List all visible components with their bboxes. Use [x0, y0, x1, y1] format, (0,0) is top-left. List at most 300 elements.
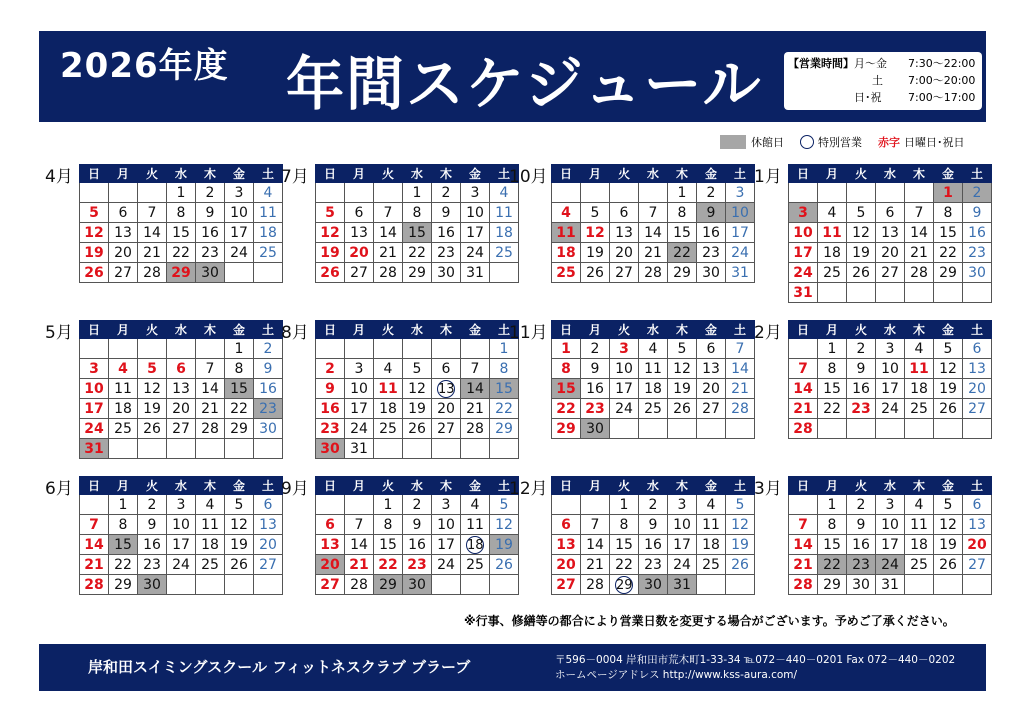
day-cell: 21: [639, 243, 668, 263]
day-cell: [225, 439, 254, 459]
day-cell: 6: [167, 359, 196, 379]
day-cell: [490, 263, 519, 283]
day-cell: 25: [552, 263, 581, 283]
day-cell: [847, 183, 876, 203]
day-cell: [818, 283, 847, 303]
day-cell: 16: [316, 399, 345, 419]
day-cell: 22: [109, 555, 138, 575]
day-cell: 12: [225, 515, 254, 535]
day-cell: [345, 495, 374, 515]
day-cell: 23: [847, 399, 876, 419]
day-cell: 18: [109, 399, 138, 419]
month-label: 12月: [509, 479, 548, 499]
weekday-header: 木: [668, 165, 697, 183]
day-cell: 24: [668, 555, 697, 575]
day-cell: 15: [403, 223, 432, 243]
month-label: 7月: [281, 167, 309, 187]
weekday-header: 土: [254, 477, 283, 495]
day-cell: 3: [876, 495, 905, 515]
month-calendar: [79, 320, 283, 459]
day-cell: 26: [138, 419, 167, 439]
day-cell: 10: [789, 223, 818, 243]
day-cell: 3: [167, 495, 196, 515]
weekday-header: 月: [581, 477, 610, 495]
weekday-header: 土: [490, 165, 519, 183]
weekday-header: 月: [345, 165, 374, 183]
day-cell: 18: [905, 379, 934, 399]
day-cell: 17: [167, 535, 196, 555]
notice-text: ※行事、修繕等の都合により営業日数を変更する場合がございます。予めご了承ください。: [464, 614, 955, 628]
day-cell: 4: [552, 203, 581, 223]
day-cell: 30: [403, 575, 432, 595]
day-cell: 4: [639, 339, 668, 359]
weekday-header: 木: [432, 477, 461, 495]
weekday-header: 日: [789, 477, 818, 495]
day-cell: 28: [461, 419, 490, 439]
day-cell: 5: [80, 203, 109, 223]
day-cell: 26: [847, 263, 876, 283]
day-cell: [461, 535, 490, 555]
day-cell: 26: [668, 399, 697, 419]
day-cell: 30: [963, 263, 992, 283]
day-cell: 11: [905, 359, 934, 379]
day-cell: 9: [639, 515, 668, 535]
day-cell: 7: [80, 515, 109, 535]
day-cell: [403, 439, 432, 459]
day-cell: [254, 439, 283, 459]
day-cell: 13: [254, 515, 283, 535]
day-cell: 14: [789, 379, 818, 399]
day-cell: 26: [316, 263, 345, 283]
weekday-header: 水: [403, 477, 432, 495]
day-cell: 22: [818, 555, 847, 575]
day-cell: 19: [581, 243, 610, 263]
day-cell: 19: [934, 535, 963, 555]
day-cell: 11: [196, 515, 225, 535]
day-cell: 24: [876, 399, 905, 419]
weekday-header: 金: [225, 165, 254, 183]
day-cell: 3: [876, 339, 905, 359]
weekday-header: 月: [818, 321, 847, 339]
day-cell: 23: [403, 555, 432, 575]
weekday-header: 金: [934, 477, 963, 495]
weekday-header: 木: [196, 477, 225, 495]
day-cell: 21: [905, 243, 934, 263]
weekday-header: 日: [789, 165, 818, 183]
day-cell: 28: [726, 399, 755, 419]
day-cell: [109, 339, 138, 359]
day-cell: [316, 183, 345, 203]
day-cell: 7: [905, 203, 934, 223]
day-cell: 22: [167, 243, 196, 263]
day-cell: 18: [905, 535, 934, 555]
day-cell: 25: [490, 243, 519, 263]
day-cell: 14: [345, 535, 374, 555]
day-cell: 27: [254, 555, 283, 575]
weekday-header: 火: [138, 321, 167, 339]
day-cell: 14: [789, 535, 818, 555]
weekday-header: 月: [109, 165, 138, 183]
month-calendar: [788, 164, 992, 303]
weekday-header: 金: [697, 165, 726, 183]
day-cell: 22: [374, 555, 403, 575]
day-cell: 26: [225, 555, 254, 575]
day-cell: 22: [225, 399, 254, 419]
day-cell: 2: [138, 495, 167, 515]
day-cell: 26: [581, 263, 610, 283]
day-cell: 6: [345, 203, 374, 223]
day-cell: 30: [316, 439, 345, 459]
day-cell: 10: [876, 515, 905, 535]
day-cell: [316, 339, 345, 359]
day-cell: 23: [138, 555, 167, 575]
day-cell: 21: [726, 379, 755, 399]
day-cell: 15: [109, 535, 138, 555]
day-cell: 2: [697, 183, 726, 203]
day-cell: [432, 339, 461, 359]
day-cell: [138, 439, 167, 459]
weekday-header: 水: [167, 321, 196, 339]
day-cell: 18: [639, 379, 668, 399]
day-cell: 22: [552, 399, 581, 419]
day-cell: 4: [254, 183, 283, 203]
day-cell: 20: [254, 535, 283, 555]
day-cell: [254, 263, 283, 283]
day-cell: 6: [432, 359, 461, 379]
day-cell: 12: [403, 379, 432, 399]
day-cell: 2: [847, 339, 876, 359]
day-cell: 15: [225, 379, 254, 399]
weekday-header: 土: [726, 321, 755, 339]
weekday-header: 金: [225, 477, 254, 495]
day-cell: 3: [789, 203, 818, 223]
day-cell: 30: [847, 575, 876, 595]
day-cell: 3: [610, 339, 639, 359]
legend-special-label: 特別営業: [818, 136, 862, 149]
day-cell: 8: [109, 515, 138, 535]
day-cell: 9: [138, 515, 167, 535]
weekday-header: 日: [316, 321, 345, 339]
legend-red-label: 赤字: [878, 136, 900, 149]
weekday-header: 水: [167, 477, 196, 495]
day-cell: 24: [345, 419, 374, 439]
day-cell: 1: [552, 339, 581, 359]
day-cell: [432, 575, 461, 595]
day-cell: 1: [818, 495, 847, 515]
day-cell: 17: [80, 399, 109, 419]
day-cell: 18: [818, 243, 847, 263]
day-cell: 31: [345, 439, 374, 459]
day-cell: 10: [80, 379, 109, 399]
weekday-header: 火: [610, 321, 639, 339]
day-cell: 7: [726, 339, 755, 359]
weekday-header: 土: [254, 321, 283, 339]
day-cell: 6: [697, 339, 726, 359]
day-cell: 16: [138, 535, 167, 555]
weekday-header: 土: [490, 321, 519, 339]
day-cell: 7: [789, 359, 818, 379]
day-cell: 6: [552, 515, 581, 535]
day-cell: [905, 575, 934, 595]
day-cell: 25: [109, 419, 138, 439]
day-cell: 28: [374, 263, 403, 283]
day-cell: 9: [581, 359, 610, 379]
day-cell: 27: [552, 575, 581, 595]
day-cell: 2: [403, 495, 432, 515]
day-cell: [934, 419, 963, 439]
day-cell: 19: [316, 243, 345, 263]
day-cell: [432, 439, 461, 459]
day-cell: 5: [138, 359, 167, 379]
day-cell: 26: [403, 419, 432, 439]
day-cell: 29: [167, 263, 196, 283]
day-cell: [167, 339, 196, 359]
day-cell: 20: [552, 555, 581, 575]
day-cell: 19: [138, 399, 167, 419]
day-cell: 21: [345, 555, 374, 575]
day-cell: 8: [552, 359, 581, 379]
month-label: 3月: [754, 479, 782, 499]
day-cell: 24: [726, 243, 755, 263]
day-cell: 6: [316, 515, 345, 535]
day-cell: 18: [490, 223, 519, 243]
weekday-header: 木: [196, 165, 225, 183]
month-calendar: [315, 320, 519, 459]
day-cell: 5: [726, 495, 755, 515]
day-cell: 11: [374, 379, 403, 399]
day-cell: 15: [610, 535, 639, 555]
day-cell: 16: [963, 223, 992, 243]
weekday-header: 火: [610, 477, 639, 495]
day-cell: 20: [167, 399, 196, 419]
day-cell: 15: [818, 535, 847, 555]
day-cell: 2: [316, 359, 345, 379]
day-cell: 9: [697, 203, 726, 223]
day-cell: 20: [345, 243, 374, 263]
footer-url[interactable]: ホームページアドレス http://www.kss-aura.com/: [555, 669, 798, 681]
day-cell: 27: [316, 575, 345, 595]
day-cell: 25: [697, 555, 726, 575]
day-cell: 19: [934, 379, 963, 399]
weekday-header: 日: [789, 321, 818, 339]
day-cell: 2: [254, 339, 283, 359]
day-cell: 22: [490, 399, 519, 419]
day-cell: 30: [581, 419, 610, 439]
month-calendar: [788, 320, 992, 439]
day-cell: [726, 575, 755, 595]
weekday-header: 金: [461, 321, 490, 339]
weekday-header: 月: [345, 477, 374, 495]
day-cell: 25: [461, 555, 490, 575]
day-cell: 9: [432, 203, 461, 223]
day-cell: 11: [818, 223, 847, 243]
day-cell: 27: [963, 555, 992, 575]
day-cell: 31: [461, 263, 490, 283]
day-cell: 8: [374, 515, 403, 535]
day-cell: 5: [847, 203, 876, 223]
weekday-header: 木: [668, 477, 697, 495]
day-cell: 20: [876, 243, 905, 263]
day-cell: 12: [668, 359, 697, 379]
weekday-header: 火: [847, 477, 876, 495]
day-cell: 5: [225, 495, 254, 515]
day-cell: 17: [789, 243, 818, 263]
day-cell: 22: [668, 243, 697, 263]
day-cell: 4: [818, 203, 847, 223]
page-title: 年間スケジュール: [286, 50, 763, 118]
hours-day: 土: [872, 74, 883, 87]
day-cell: 9: [847, 359, 876, 379]
day-cell: [167, 439, 196, 459]
day-cell: 14: [80, 535, 109, 555]
day-cell: [876, 419, 905, 439]
day-cell: [80, 495, 109, 515]
day-cell: 28: [789, 575, 818, 595]
day-cell: 16: [196, 223, 225, 243]
day-cell: 8: [818, 359, 847, 379]
day-cell: 27: [167, 419, 196, 439]
hours-day: 日･祝: [854, 91, 882, 104]
day-cell: 24: [80, 419, 109, 439]
day-cell: 12: [138, 379, 167, 399]
weekday-header: 火: [374, 477, 403, 495]
day-cell: 7: [138, 203, 167, 223]
day-cell: 23: [963, 243, 992, 263]
day-cell: 7: [581, 515, 610, 535]
day-cell: [818, 183, 847, 203]
day-cell: [138, 183, 167, 203]
legend-closed-label: 休館日: [751, 136, 784, 149]
day-cell: 3: [225, 183, 254, 203]
day-cell: [432, 379, 461, 399]
day-cell: [461, 439, 490, 459]
day-cell: 1: [668, 183, 697, 203]
day-cell: 11: [254, 203, 283, 223]
day-cell: [109, 439, 138, 459]
day-cell: 15: [490, 379, 519, 399]
day-cell: [490, 439, 519, 459]
day-cell: 28: [905, 263, 934, 283]
weekday-header: 月: [581, 321, 610, 339]
hours-time: 7:30～22:00: [908, 57, 976, 70]
day-cell: 12: [80, 223, 109, 243]
day-cell: 10: [432, 515, 461, 535]
day-cell: 17: [668, 535, 697, 555]
day-cell: 30: [138, 575, 167, 595]
day-cell: 4: [490, 183, 519, 203]
day-cell: 21: [461, 399, 490, 419]
day-cell: [789, 339, 818, 359]
day-cell: 15: [934, 223, 963, 243]
footer-banner: [39, 644, 986, 691]
year-label: 2026年度: [60, 46, 229, 86]
day-cell: 29: [374, 575, 403, 595]
day-cell: 31: [789, 283, 818, 303]
day-cell: 30: [196, 263, 225, 283]
day-cell: [818, 419, 847, 439]
day-cell: 14: [639, 223, 668, 243]
day-cell: 18: [697, 535, 726, 555]
day-cell: 30: [432, 263, 461, 283]
weekday-header: 水: [639, 321, 668, 339]
weekday-header: 火: [138, 477, 167, 495]
day-cell: 6: [109, 203, 138, 223]
month-label: 9月: [281, 479, 309, 499]
weekday-header: 火: [138, 165, 167, 183]
day-cell: [167, 575, 196, 595]
day-cell: 1: [934, 183, 963, 203]
day-cell: 13: [167, 379, 196, 399]
day-cell: [668, 419, 697, 439]
weekday-header: 水: [639, 477, 668, 495]
day-cell: 19: [726, 535, 755, 555]
day-cell: 3: [461, 183, 490, 203]
business-hours-box: [784, 52, 982, 110]
day-cell: 20: [610, 243, 639, 263]
day-cell: 23: [432, 243, 461, 263]
weekday-header: 月: [818, 165, 847, 183]
day-cell: 23: [254, 399, 283, 419]
weekday-header: 木: [905, 165, 934, 183]
day-cell: 6: [254, 495, 283, 515]
day-cell: 26: [490, 555, 519, 575]
day-cell: 20: [963, 379, 992, 399]
weekday-header: 金: [461, 165, 490, 183]
day-cell: 8: [403, 203, 432, 223]
day-cell: 13: [610, 223, 639, 243]
day-cell: 18: [374, 399, 403, 419]
day-cell: 6: [963, 495, 992, 515]
day-cell: 7: [345, 515, 374, 535]
weekday-header: 火: [847, 165, 876, 183]
day-cell: 23: [316, 419, 345, 439]
day-cell: 19: [80, 243, 109, 263]
day-cell: 8: [610, 515, 639, 535]
day-cell: 17: [461, 223, 490, 243]
day-cell: 10: [461, 203, 490, 223]
day-cell: 11: [697, 515, 726, 535]
day-cell: [934, 283, 963, 303]
day-cell: 17: [726, 223, 755, 243]
day-cell: 16: [403, 535, 432, 555]
month-label: 5月: [45, 323, 73, 343]
day-cell: 12: [934, 515, 963, 535]
day-cell: 1: [490, 339, 519, 359]
day-cell: [225, 575, 254, 595]
weekday-header: 日: [552, 165, 581, 183]
day-cell: 23: [581, 399, 610, 419]
day-cell: [196, 339, 225, 359]
day-cell: 14: [138, 223, 167, 243]
day-cell: 4: [905, 495, 934, 515]
month-label: 6月: [45, 479, 73, 499]
day-cell: 5: [490, 495, 519, 515]
day-cell: [581, 183, 610, 203]
month-label: 11月: [509, 323, 548, 343]
day-cell: 31: [726, 263, 755, 283]
month-calendar: [79, 164, 283, 283]
day-cell: 17: [345, 399, 374, 419]
day-cell: 25: [374, 419, 403, 439]
day-cell: 18: [254, 223, 283, 243]
day-cell: 8: [934, 203, 963, 223]
day-cell: 11: [552, 223, 581, 243]
day-cell: 29: [403, 263, 432, 283]
day-cell: 27: [345, 263, 374, 283]
day-cell: 6: [963, 339, 992, 359]
day-cell: 22: [610, 555, 639, 575]
day-cell: 16: [639, 535, 668, 555]
